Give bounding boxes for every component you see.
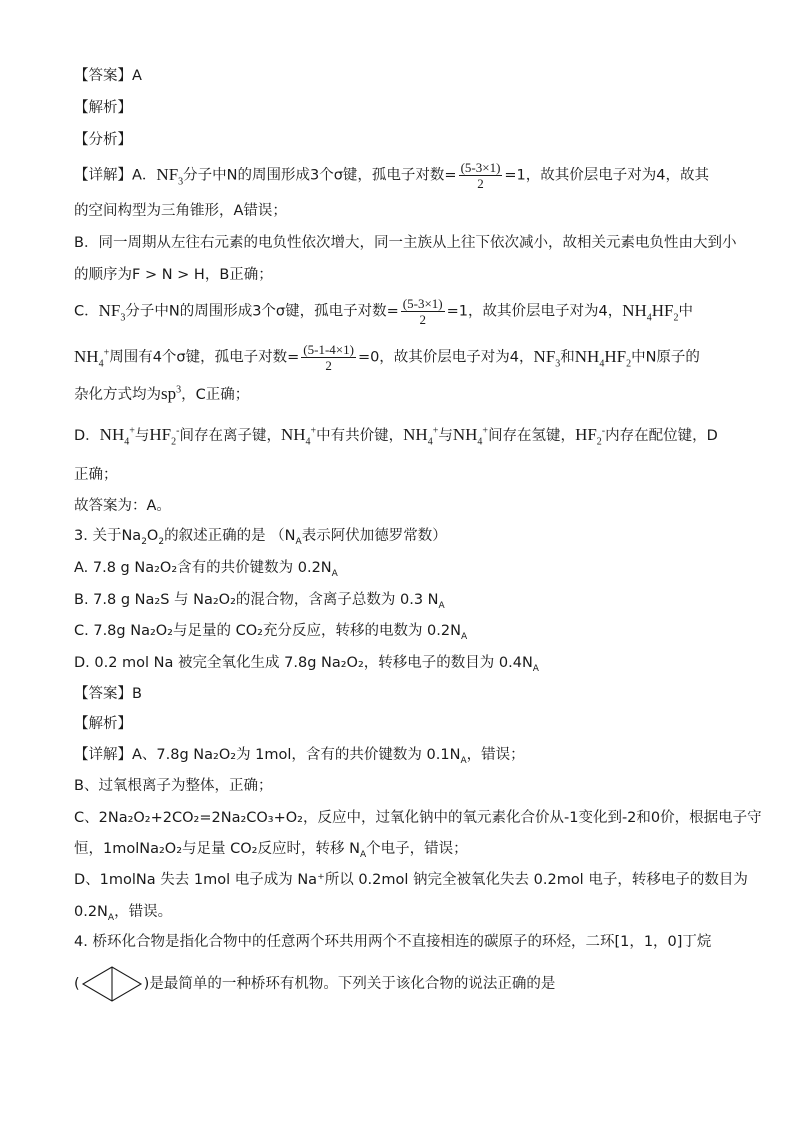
q3-answer: 【答案】B <box>74 686 142 702</box>
q3-stem: 3. 关于$Na_2O_2$的叙述正确的是 （$N_A$表示阿伏加德罗常数） <box>74 528 447 547</box>
detail-c-line2: $NH_4^+$周围有4个σ键，孤电子对数= $\frac{(5-1-4\times 1)}{2}$ =0，故其价层电子对为4，$NF_3$和$NH_4HF_2$中N原子的 <box>74 342 700 373</box>
detail-d-line2: 正确； <box>74 467 118 483</box>
q3-option-a: A. 7.8 g Na₂O₂含有的共价键数为 $0.2N_A$ <box>74 560 338 579</box>
q3-analysis: 【解析】 <box>74 716 132 732</box>
fraction: $\frac{(5-3\times 1)}{2}$ <box>460 160 501 191</box>
detail-c-line1: C．$NF_3$分子中N的周围形成3个σ键，孤电子对数= $\frac{(5-3\times 1)}{2}$ =1，故其价层电子对为4，$NH_4HF_2$中 <box>74 296 694 327</box>
q4-stem-line1: 4. 桥环化合物是指化合物中的任意两个环共用两个不直接相连的碳原子的环烃，二环[1，1，0]丁烷 <box>74 934 712 950</box>
q3-detail-a: 【详解】A、7.8g Na₂O₂为 1mol，含有的共价键数为 $0.1N_A$，错误； <box>74 747 525 766</box>
bicyclobutane-structure-icon <box>81 965 143 1003</box>
fraction: $\frac{(5-1-4\times 1)}{2}$ <box>303 342 354 373</box>
analysis-label: 【解析】 <box>74 100 132 116</box>
detail-d-line1: D．$NH_4^+$与$HF_2^-$间存在离子键，$NH_4^+$中有共价键，$NH_4^+$与$NH_4^+$间存在氢键，$HF_2^-$内存在配位键，D <box>74 425 718 448</box>
q3-option-b: B. 7.8 g Na₂S 与 Na₂O₂的混合物，含离子总数为 0.3 $N_A$ <box>74 592 445 611</box>
q3-option-c: C. 7.8g Na₂O₂与足量的 CO₂充分反应，转移的电数为 $0.2N_A$ <box>74 623 468 642</box>
detail-b-line2: 的顺序为F > N > H，B正确； <box>74 267 273 283</box>
fenxi-label: 【分析】 <box>74 132 132 148</box>
q3-detail-c1: C、2Na₂O₂+2CO₂=2Na₂CO₃+O₂，反应中，过氧化钠中的氧元素化合价从-1变化到-2和0价，根据电子守 <box>74 810 762 826</box>
fraction: $\frac{(5-3\times 1)}{2}$ <box>402 296 443 327</box>
q4-stem-line2: ( )是最简单的一种桥环有机物。下列关于该化合物的说法正确的是 <box>74 965 555 1003</box>
detail-a-line1: 【详解】A．$NF_3$分子中N的周围形成3个σ键，孤电子对数= $\frac{(5-3\times 1)}{2}$ =1，故其价层电子对为4，故其 <box>74 160 710 191</box>
detail-c-line3: 杂化方式均为$sp^3$，C正确； <box>74 384 250 403</box>
conclusion: 故答案为：A。 <box>74 498 171 514</box>
detail-a-line2: 的空间构型为三角锥形，A错误； <box>74 203 287 219</box>
q3-option-d: D. 0.2 mol Na 被完全氧化生成 7.8g Na₂O₂，转移电子的数目为 $0.4N_A$ <box>74 655 539 674</box>
answer-label: 【答案】A <box>74 68 142 84</box>
q3-detail-d2: $0.2N_A$，错误。 <box>74 904 173 923</box>
q3-detail-c2: 恒，1molNa₂O₂与足量 CO₂反应时，转移 $N_A$个电子，错误； <box>74 841 468 860</box>
q3-detail-b: B、过氧根离子为整体，正确； <box>74 778 273 794</box>
detail-b-line1: B．同一周期从左往右元素的电负性依次增大，同一主族从上往下依次减小，故相关元素电负性由大到小 <box>74 235 737 251</box>
q3-detail-d1: D、1molNa 失去 1mol 电子成为 Na⁺所以 0.2mol 钠完全被氧化失去 0.2mol 电子，转移电子的数目为 <box>74 872 748 888</box>
